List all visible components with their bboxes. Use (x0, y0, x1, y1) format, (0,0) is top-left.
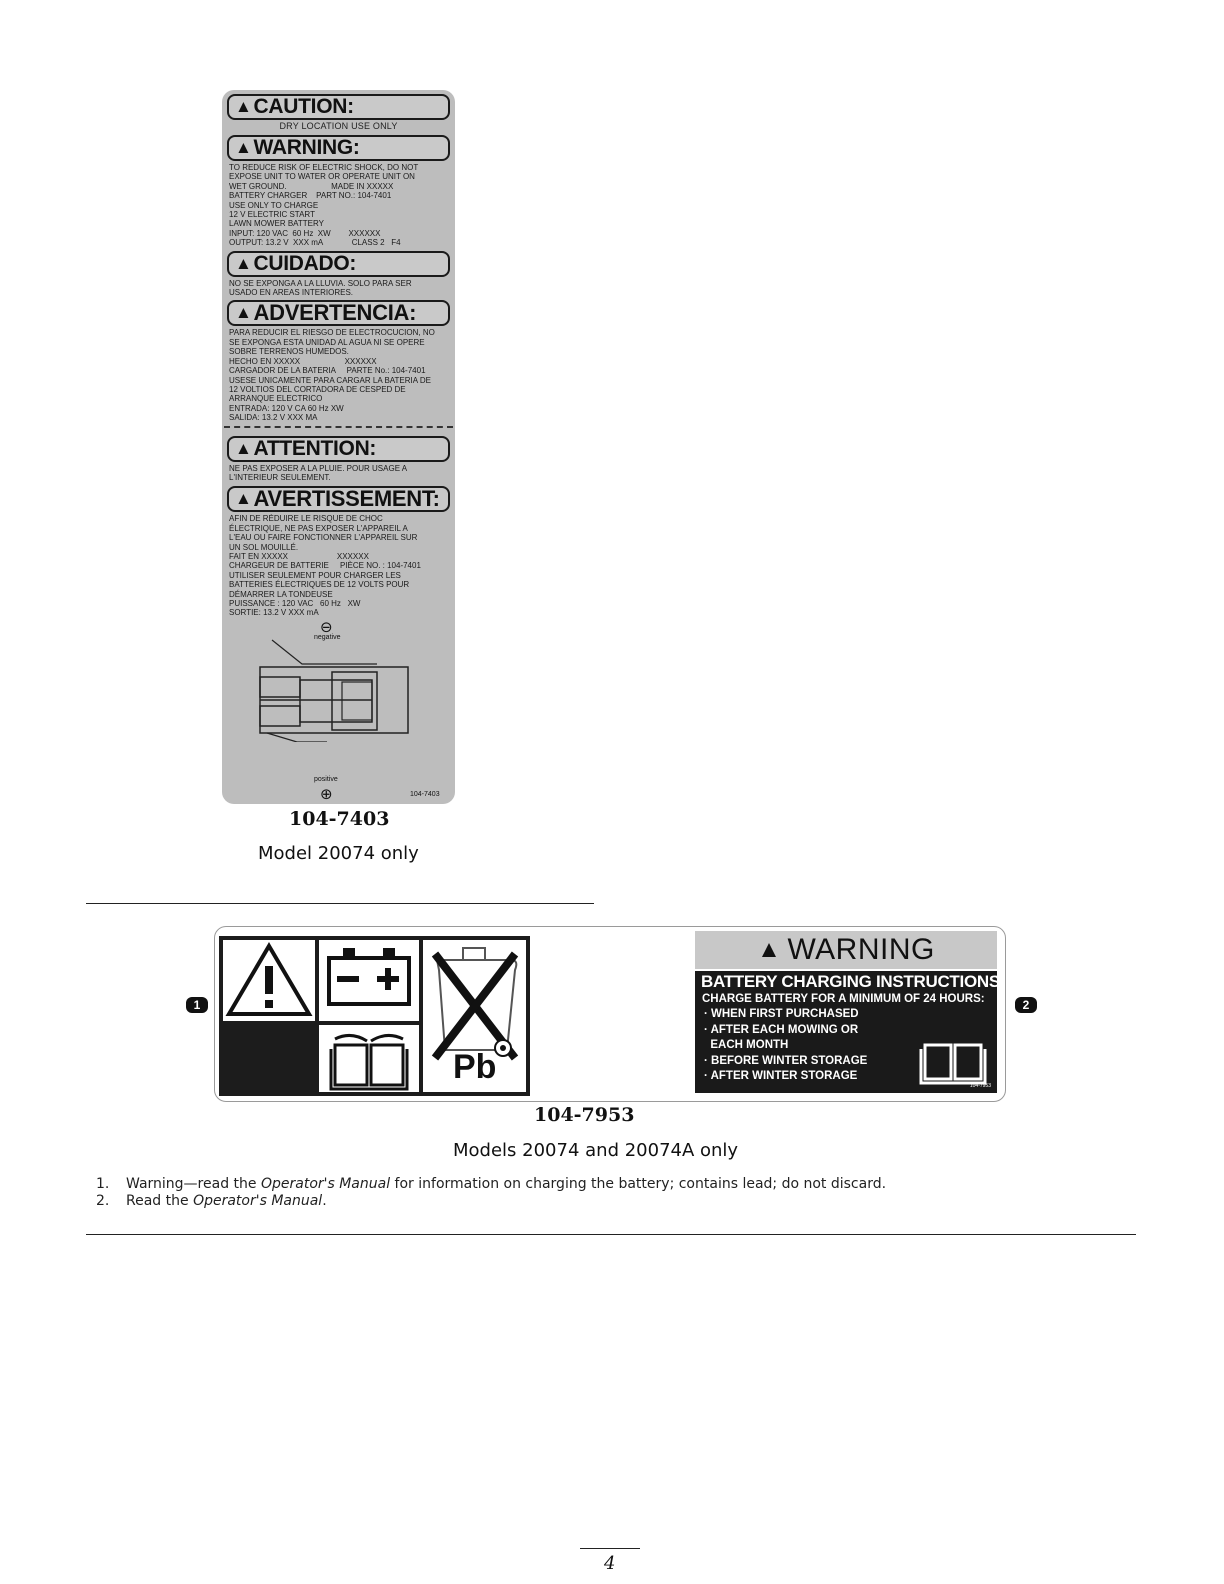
decal-104-7953 (214, 926, 1006, 1102)
cut-line (224, 426, 453, 428)
lead-symbol: Pb (453, 1048, 497, 1086)
callout-notes (96, 1176, 886, 1210)
instruction-item: · AFTER WINTER STORAGE (704, 1070, 858, 1083)
connector-plug-icon (222, 622, 455, 742)
instruction-item: · AFTER EACH MOWING OR (704, 1023, 859, 1036)
decal-caption-number: 104-7953 (534, 1104, 635, 1126)
warning-triangle-icon: ▲ (757, 936, 782, 963)
warning-triangle-icon: ▲ (235, 138, 252, 157)
disposal-box (423, 940, 526, 1092)
warning-triangle-icon: ▲ (235, 97, 252, 116)
callout-1-badge: 1 (186, 997, 208, 1013)
avertissement-header: ▲ AVERTISSEMENT: (227, 486, 450, 512)
instruction-item: · BEFORE WINTER STORAGE (704, 1054, 868, 1067)
warning-triangle-icon: ▲ (235, 489, 252, 509)
decal-part-number: 104-7403 (410, 791, 440, 798)
attention-body: NE PAS EXPOSER A LA PLUIE. POUR USAGE A L'INTERIEUR SEULEMENT. (229, 463, 408, 482)
caution-sub: DRY LOCATION USE ONLY (279, 121, 398, 131)
decal-caption-model: Model 20074 only (258, 843, 419, 864)
attention-header: ▲ ATTENTION: (227, 436, 450, 462)
page-number-rule (580, 1548, 640, 1549)
warning-header: ▲ WARNING: (227, 135, 450, 161)
icon-panel (219, 936, 530, 1096)
section-divider (86, 1234, 1136, 1235)
warning-triangle-icon: ▲ (235, 438, 252, 458)
warning-box (223, 940, 315, 1021)
decal-part-number: 104-7953 (969, 1083, 991, 1089)
operators-manual-icon (319, 1025, 419, 1092)
advertencia-body: PARA REDUCIR EL RIESGO DE ELECTROCUCION, NO SE EXPONGA ESTA UNIDAD AL AGUA NI SE OPERE SOBRE TERRENOS HUMEDOS. HECHO EN XXXXX XXXXXX CARGADOR DE LA BATERIA PARTE No.: 104-7401 USESE UNICAMENTE PARA CARGAR LA BATERIA DE 12 VOLTIOS DEL CORTADORA DE CESPED DE ARRANQUE ELECTRICO ENTRADA: 120 V CA 60 Hz XW SALIDA: 13.2 V XXX MA (229, 328, 435, 423)
decal-caption-model: Models 20074 and 20074A only (453, 1140, 739, 1161)
instruction-item: EACH MONTH (704, 1039, 789, 1052)
manual-box (319, 1025, 419, 1092)
warning-triangle-icon (223, 940, 315, 1021)
positive-label: positive (314, 776, 338, 783)
note-item: 2. Read the Operator's Manual. (96, 1193, 327, 1209)
operators-manual-icon (915, 1031, 991, 1087)
decal-caption-number: 104-7403 (289, 808, 390, 830)
callout-2-badge: 2 (1015, 997, 1037, 1013)
caution-header: ▲ CAUTION: (227, 94, 450, 120)
cuidado-header: ▲ CUIDADO: (227, 251, 450, 277)
warning-triangle-icon: ▲ (235, 303, 252, 323)
warning-body: TO REDUCE RISK OF ELECTRIC SHOCK, DO NOT EXPOSE UNIT TO WATER OR OPERATE UNIT ON WET GROUND. MADE IN XXXXX BATTERY CHARGER PART NO.: 104-7401 USE ONLY TO CHARGE 12 V ELECTRIC START LAWN MOWER BATTERY INPUT: 120 VAC 60 Hz XW XXXXXX OUTPUT: 13.2 V XXX mA CLASS 2 F4 (229, 163, 419, 248)
battery-icon (319, 940, 419, 1021)
warning-title-bar: ▲ WARNING (695, 931, 997, 969)
positive-terminal-icon: ⊕ (320, 785, 333, 803)
advertencia-header: ▲ ADVERTENCIA: (227, 300, 450, 326)
instruction-item: · WHEN FIRST PURCHASED (704, 1008, 859, 1020)
avertissement-body: AFIN DE RÉDUIRE LE RISQUE DE CHOC ÉLECTRIQUE, NE PAS EXPOSER L'APPAREIL A L'EAU OU FAIRE FONCTIONNER L'APPAREIL SUR UN SOL MOUILLÉ. FAIT EN XXXXX XXXXXX CHARGEUR DE BATTERIE PIÈCE NO. : 104-7401 UTILISER SEULEMENT POUR CHARGER LES BATTERIES ÉLECTRIQUES DE 12 VOLTS POUR DÉMARRER LA TONDEUSE PUISSANCE : 120 VAC 60 Hz XW SORTIE: 13.2 V XXX mA (229, 514, 421, 618)
decal-104-7403 (222, 90, 455, 804)
negative-label: negative (314, 633, 341, 641)
cuidado-body: NO SE EXPONGA A LA LLUVIA. SOLO PARA SER USADO EN AREAS INTERIORES. (229, 278, 412, 298)
instructions-title: BATTERY CHARGING INSTRUCTIONS (701, 972, 1000, 991)
charger-connector-diagram (222, 617, 455, 742)
battery-box (319, 940, 419, 1021)
instructions-lead: CHARGE BATTERY FOR A MINIMUM OF 24 HOURS: (702, 993, 985, 1005)
page-number: 4 (604, 1553, 616, 1574)
warning-triangle-icon: ▲ (235, 253, 252, 273)
charging-instructions-panel (695, 971, 1000, 1093)
section-divider (86, 903, 594, 904)
note-item: 1. Warning—read the Operator's Manual for information on charging the battery; contains lead; do not discard. (96, 1176, 887, 1192)
negative-terminal-icon: ⊖ (320, 617, 333, 636)
